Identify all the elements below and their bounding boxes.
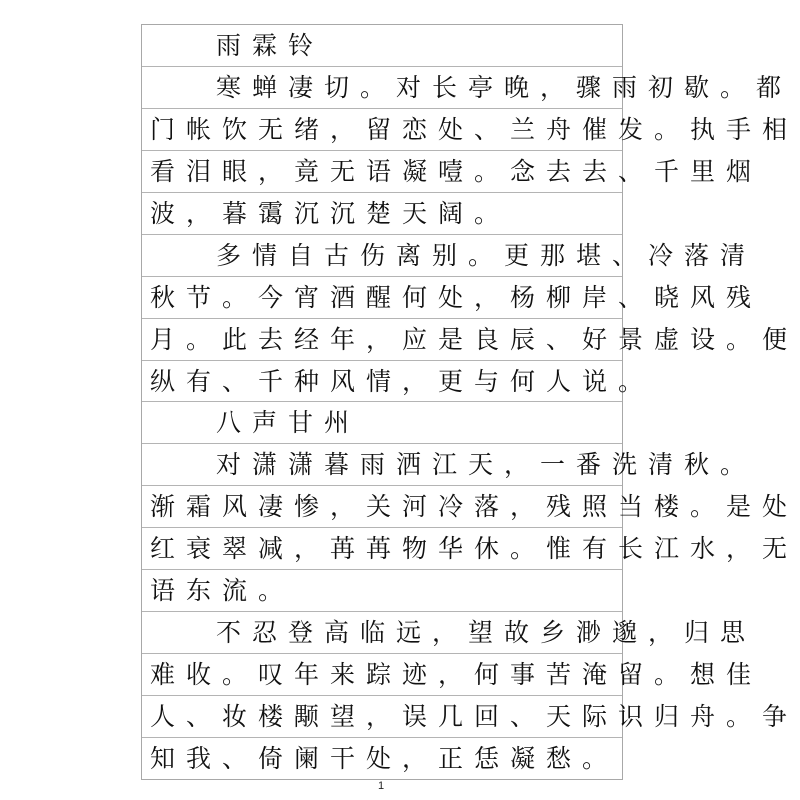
text-line: 语东流。 [142, 570, 622, 612]
text-line: 月。此去经年，应是良辰、好景虚设。便 [142, 319, 622, 361]
page-number: 1 [377, 780, 385, 792]
poem-title-line: 雨霖铃 [142, 25, 622, 67]
text-line: 人、妆楼颙望，误几回、天际识归舟。争 [142, 696, 622, 738]
text-line: 秋节。今宵酒醒何处，杨柳岸、晓风残 [142, 277, 622, 319]
text-line: 不忍登高临远，望故乡渺邈，归思 [142, 612, 622, 654]
text-line: 波，暮霭沉沉楚天阔。 [142, 193, 622, 235]
text-line: 纵有、千种风情，更与何人说。 [142, 361, 622, 403]
text-line: 难收。叹年来踪迹，何事苦淹留。想佳 [142, 654, 622, 696]
text-line: 门帐饮无绪，留恋处、兰舟催发。执手相 [142, 109, 622, 151]
text-line: 红衰翠减，苒苒物华休。惟有长江水，无 [142, 528, 622, 570]
text-line: 多情自古伤离别。更那堪、冷落清 [142, 235, 622, 277]
text-line: 渐霜风凄惨，关河冷落，残照当楼。是处 [142, 486, 622, 528]
text-line: 看泪眼，竟无语凝噎。念去去、千里烟 [142, 151, 622, 193]
text-line: 对潇潇暮雨洒江天，一番洗清秋。 [142, 444, 622, 486]
poem-title-line: 八声甘州 [142, 402, 622, 444]
lined-writing-sheet [141, 24, 799, 780]
text-line: 寒蝉凄切。对长亭晚，骤雨初歇。都 [142, 67, 622, 109]
text-line: 知我、倚阑干处，正恁凝愁。 [150, 743, 619, 773]
